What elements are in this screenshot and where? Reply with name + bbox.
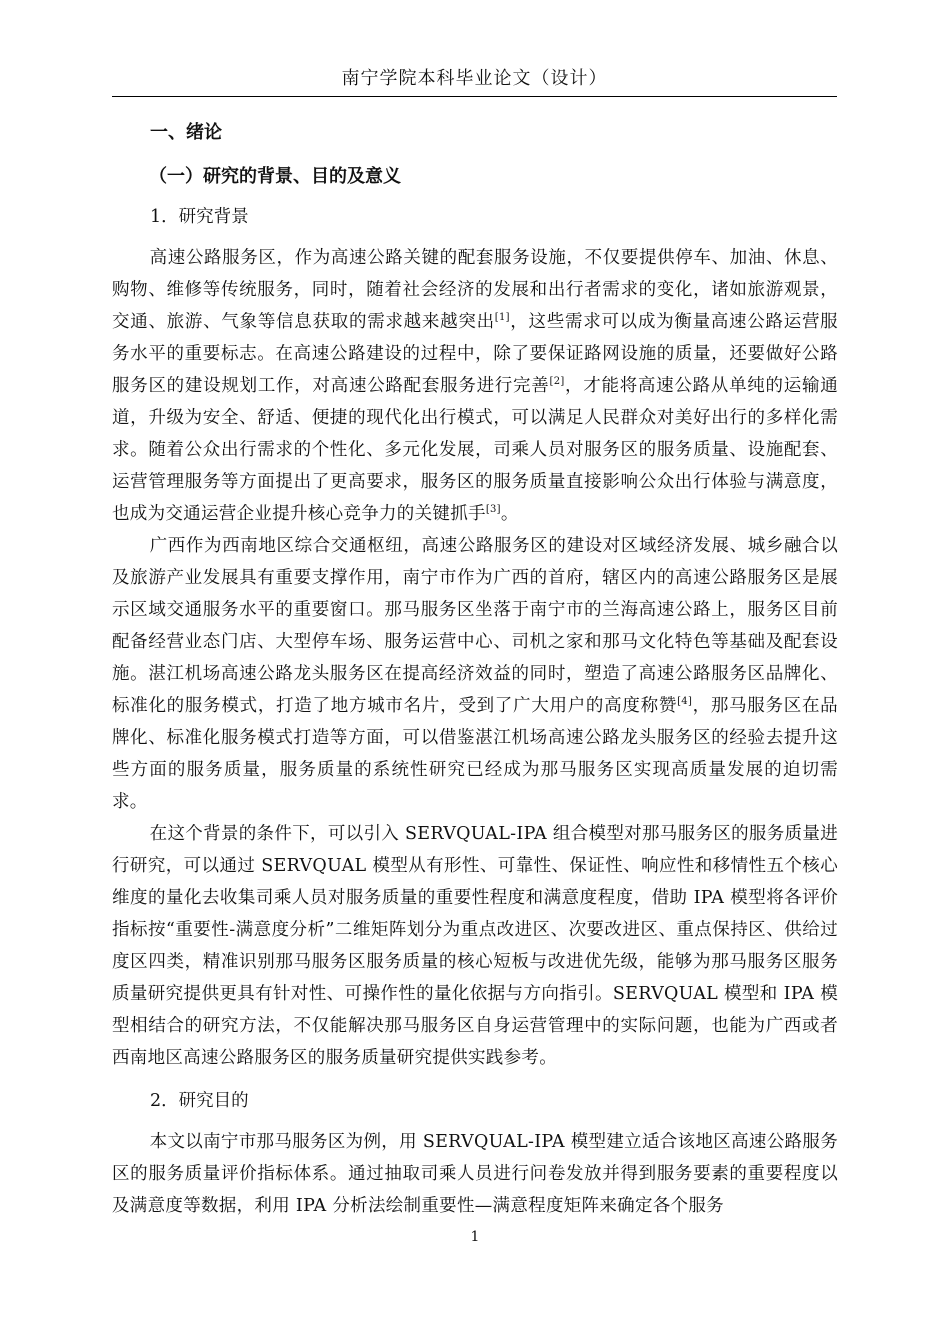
paragraph-background-3: 在这个背景的条件下，可以引入 SERVQUAL-IPA 组合模型对那马服务区的服务质量进行研究，可以通过 SERVQUAL 模型从有形性、可靠性、保证性、响应性和移情性五个核心维度的量化去收集司乘人员对服务质量的重要性程度和满意度程度，借助 IPA 模型将各评价指标按“重要性-满意度分析”二维矩阵划分为重点改进区、次要改进区、重点保持区、供给过度区四类，精准识别那马服务区服务质量的核心短板与改进优先级，能够为那马服务区服务质量研究提供更具有针对性、可操作性的量化依据与方向指引。SERVQUAL 模型和 IPA 模型相结合的研究方法，不仅能解决那马服务区自身运营管理中的实际问题，也能为广西或者西南地区高速公路服务区的服务质量研究提供实践参考。: [112, 824, 838, 1068]
subsection-heading-purpose: 2．研究目的: [150, 1091, 249, 1111]
page-header: [112, 62, 837, 97]
citation-3: [3]: [485, 504, 501, 516]
paragraph-purpose-1: 本文以南宁市那马服务区为例，用 SERVQUAL-IPA 模型建立适合该地区高速公路服务区的服务质量评价指标体系。通过抽取司乘人员进行问卷发放并得到服务要素的重要程度以及满意度等数据，利用 IPA 分析法绘制重要性—满意程度矩阵来确定各个服务: [112, 1132, 838, 1216]
page-footer: [0, 1227, 950, 1247]
header-title: 南宁学院本科毕业论文（设计）: [341, 68, 608, 89]
paragraph-background-1: 高速公路服务区，作为高速公路关键的配套服务设施，不仅要提供停车、加油、休息、购物、维修等传统服务，同时，随着社会经济的发展和出行者需求的变化，诸如旅游观景，交通、旅游、气象等信息获取的需求越来越突出[1]，这些需求可以成为衡量高速公路运营服务水平的重要标志。在高速公路建设的过程中，除了要保证路网设施的质量，还要做好公路服务区的建设规划工作，对高速公路配套服务进行完善[2]，才能将高速公路从单纯的运输通道，升级为安全、舒适、便捷的现代化出行模式，可以满足人民群众对美好出行的多样化需求。随着公众出行需求的个性化、多元化发展，司乘人员对服务区的服务质量、设施配套、运营管理服务等方面提出了更高要求，服务区的服务质量直接影响公众出行体验与满意度，也成为交通运营企业提升核心竞争力的关键抓手[3]。: [112, 248, 839, 524]
page-body: [112, 118, 838, 1222]
chapter-heading: 一、绪论: [150, 122, 222, 143]
section-heading: （一）研究的背景、目的及意义: [149, 166, 401, 187]
paragraph-background-2: 广西作为西南地区综合交通枢纽，高速公路服务区的建设对区域经济发展、城乡融合以及旅游产业发展具有重要支撑作用，南宁市作为广西的首府，辖区内的高速公路服务区是展示区域交通服务水平的重要窗口。那马服务区坐落于南宁市的兰海高速公路上，服务区目前配备经营业态门店、大型停车场、服务运营中心、司机之家和那马文化特色等基础及配套设施。湛江机场高速公路龙头服务区在提高经济效益的同时，塑造了高速公路服务区品牌化、标准化的服务模式，打造了地方城市名片，受到了广大用户的高度称赞[4]，那马服务区在品牌化、标准化服务模式打造等方面，可以借鉴湛江机场高速公路龙头服务区的经验去提升这些方面的服务质量，服务质量的系统性研究已经成为那马服务区实现高质量发展的迫切需求。: [112, 536, 838, 812]
subsection-heading-background: 1．研究背景: [150, 207, 249, 227]
citation-4: [4]: [677, 696, 693, 708]
citation-2: [2]: [549, 376, 565, 388]
citation-1: [1]: [494, 312, 510, 324]
page-number: 1: [470, 1229, 480, 1245]
